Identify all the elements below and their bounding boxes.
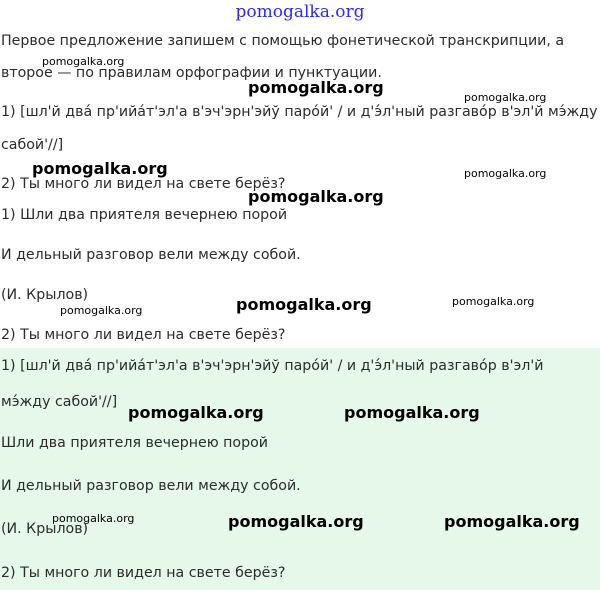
watermark: pomogalka.org <box>464 167 547 180</box>
question-line: 2) Ты много ли видел на свете берёз? <box>1 176 286 192</box>
answer-poem-line-1: Шли два приятеля вечернею порой <box>1 435 269 451</box>
watermark: pomogalka.org <box>248 78 384 97</box>
site-title[interactable]: pomogalka.org <box>235 2 365 22</box>
poem-line-2: И дельный разговор вели между собой. <box>1 247 301 263</box>
watermark: pomogalka.org <box>248 187 384 206</box>
watermark: pomogalka.org <box>236 295 372 314</box>
author-line: (И. Крылов) <box>1 287 89 303</box>
watermark: pomogalka.org <box>52 512 135 525</box>
intro-line-2: второе — по правилам орфографии и пунктуации. <box>1 65 382 81</box>
intro-line-1: Первое предложение запишем с помощью фонетической транскрипции, а <box>1 33 565 49</box>
watermark: pomogalka.org <box>60 304 143 317</box>
watermark: pomogalka.org <box>128 403 264 422</box>
watermark: pomogalka.org <box>452 295 535 308</box>
answer-author-line: (И. Крылов) <box>1 521 89 537</box>
question-line-repeat: 2) Ты много ли видел на свете берёз? <box>1 327 286 343</box>
answer-question-line: 2) Ты много ли видел на свете берёз? <box>1 565 286 581</box>
watermark: pomogalka.org <box>228 512 364 531</box>
answer-poem-line-2: И дельный разговор вели между собой. <box>1 478 301 494</box>
transcription-line-1: 1) [шл'й двá пр'ийáт'эл'а в'эч'эрн'эйў парóй' / и д'э́л'ный разгавóр в'эл'й мэ́жду <box>1 104 598 120</box>
watermark: pomogalka.org <box>344 403 480 422</box>
watermark: pomogalka.org <box>32 159 168 178</box>
answer-panel <box>0 348 600 590</box>
watermark: pomogalka.org <box>42 55 125 68</box>
answer-transcription-line-2: мэ́жду сабой'//] <box>1 394 118 410</box>
transcription-line-2: сабой'//] <box>1 137 64 153</box>
watermark: pomogalka.org <box>464 91 547 104</box>
answer-transcription-line-1: 1) [шл'й двá пр'ийáт'эл'а в'эч'эрн'эйў парóй' / и д'э́л'ный разгавóр в'эл'й <box>1 358 544 374</box>
poem-line-1: 1) Шли два приятеля вечернею порой <box>1 207 288 223</box>
watermark: pomogalka.org <box>444 512 580 531</box>
